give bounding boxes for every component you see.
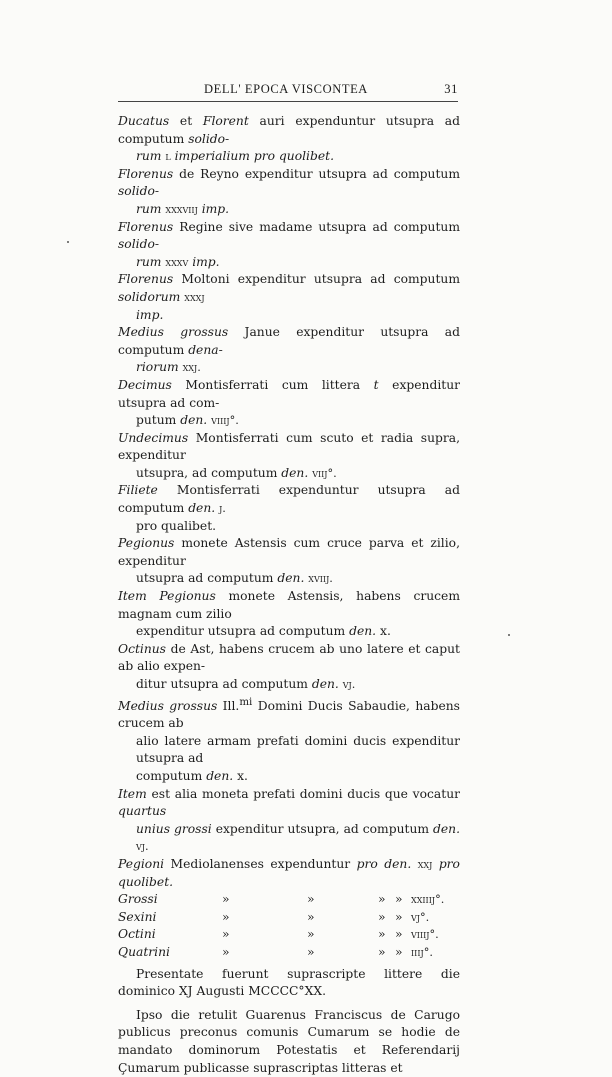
entry-continuation: expenditur utsupra ad computum den. x. bbox=[136, 624, 391, 639]
coin-value: vj°. bbox=[411, 910, 430, 924]
entry-line: Item Pegionus monete Astensis, habens crucem magnam cum zilio bbox=[118, 589, 460, 621]
entry-continuation: putum den. viiij°. bbox=[136, 413, 239, 428]
page-number: 31 bbox=[444, 82, 458, 96]
entry-continuation: ditur utsupra ad computum den. vj. bbox=[136, 677, 356, 691]
ditto-mark: » bbox=[395, 892, 403, 907]
ditto-mark: » bbox=[307, 927, 315, 942]
coin-table-row bbox=[118, 944, 460, 962]
entry-continuation: imp. bbox=[136, 307, 164, 322]
entry-continuation: unius grossi expenditur utsupra, ad computum den. vj. bbox=[136, 821, 460, 854]
page-body bbox=[118, 113, 460, 1077]
coin-name: Grossi bbox=[118, 892, 158, 907]
entry-line: Filiete Montisferrati expenduntur utsupra ad computum den. j. bbox=[118, 483, 460, 516]
ditto-mark: » bbox=[222, 892, 230, 907]
entry-line: Florenus Regine sive madame utsupra ad computum solido- bbox=[118, 219, 460, 252]
ditto-mark: » bbox=[307, 909, 315, 924]
coin-entry bbox=[118, 219, 460, 272]
coin-entry bbox=[118, 694, 460, 786]
ditto-mark: » bbox=[307, 892, 315, 907]
paper-speck bbox=[67, 241, 69, 243]
coin-value: xxiiij°. bbox=[411, 893, 445, 907]
coin-entry bbox=[118, 856, 460, 891]
entry-line: Florenus Moltoni expenditur utsupra ad computum solidorum xxxj bbox=[118, 272, 460, 304]
coin-name: Octini bbox=[118, 927, 156, 942]
entry-line: Pegioni Mediolanenses expenduntur pro den. xxj pro quolibet. bbox=[118, 857, 460, 889]
paragraph-publication: Ipso die retulit Guarenus Franciscus de Carugo publicus preconus comunis Cumarum se hodie de mandato dominorum Potestatis et Referendarij Çumarum publicasse suprascriptas litteras et bbox=[118, 1007, 460, 1075]
coin-table-row bbox=[118, 891, 460, 909]
coin-table bbox=[118, 891, 460, 961]
ditto-mark: » bbox=[378, 945, 386, 959]
ditto-mark: » bbox=[395, 909, 403, 924]
running-title: DELL' EPOCA VISCONTEA bbox=[204, 82, 368, 96]
ditto-mark: » bbox=[222, 945, 230, 959]
coin-entry bbox=[118, 482, 460, 535]
ditto-mark: » bbox=[395, 927, 403, 942]
coin-entry bbox=[118, 641, 460, 694]
entry-continuation: rum xxxv imp. bbox=[136, 254, 220, 269]
entry-continuation: rum xxxviij imp. bbox=[136, 201, 230, 216]
entry-line: Medius grossus Janue expenditur utsupra ad computum dena- bbox=[118, 325, 460, 357]
coin-table-row bbox=[118, 926, 460, 944]
header-rule bbox=[118, 101, 458, 102]
entry-line: Item est alia moneta prefati domini ducis que vocatur quartus bbox=[118, 786, 460, 819]
coin-entry bbox=[118, 324, 460, 377]
ditto-mark: » bbox=[378, 927, 386, 942]
coin-entry bbox=[118, 271, 460, 324]
entry-continuation: rum l imperialium pro quolibet. bbox=[136, 149, 334, 164]
coin-name: Sexini bbox=[118, 909, 157, 924]
entry-continuation: utsupra, ad computum den. viij°. bbox=[136, 465, 337, 480]
ditto-mark: » bbox=[378, 909, 386, 924]
coin-entry bbox=[118, 377, 460, 430]
coin-value: iiij°. bbox=[411, 946, 433, 959]
coin-value: viiij°. bbox=[411, 928, 439, 942]
entry-line: Decimus Montisferrati cum littera t expenditur utsupra ad com- bbox=[118, 377, 461, 410]
entry-continuation: riorum xxj. bbox=[136, 360, 201, 375]
entry-line: Pegionus monete Astensis cum cruce parva et zilio, expenditur bbox=[118, 536, 460, 568]
coin-entry bbox=[118, 430, 460, 483]
coin-name: Quatrini bbox=[118, 945, 170, 959]
ditto-mark: » bbox=[307, 945, 315, 959]
entry-continuation: alio latere armam prefati domini ducis expenditur utsupra ad bbox=[136, 733, 460, 766]
coin-entry bbox=[118, 588, 460, 641]
paper-speck bbox=[508, 634, 510, 636]
paragraph-presentation: Presentate fuerunt suprascripte littere die dominico XJ Augusti MCCCC°XX. bbox=[118, 966, 460, 999]
entry-line: Medius grossus Ill.$^{mi}$ Domini Ducis Sabaudie, habens crucem ab bbox=[118, 695, 460, 731]
entry-continuation: pro qualibet. bbox=[136, 518, 217, 533]
coin-table-row bbox=[118, 909, 460, 927]
entry-line: Octinus de Ast, habens crucem ab uno latere et caput ab alio expen- bbox=[118, 641, 460, 674]
entry-line: Ducatus et Florent auri expenduntur utsupra ad computum solido- bbox=[118, 114, 460, 146]
entry-continuation: utsupra ad computum den. xviij. bbox=[136, 571, 333, 586]
coin-entry bbox=[118, 113, 460, 166]
coin-entry bbox=[118, 166, 460, 219]
ditto-mark: » bbox=[395, 945, 403, 959]
coin-entries bbox=[118, 113, 460, 891]
entry-continuation: computum den. x. bbox=[136, 769, 248, 784]
ditto-mark: » bbox=[222, 927, 230, 942]
coin-entry bbox=[118, 786, 460, 856]
entry-line: Florenus de Reyno expenditur utsupra ad computum solido- bbox=[118, 166, 460, 199]
ditto-mark: » bbox=[222, 909, 230, 924]
coin-entry bbox=[118, 535, 460, 588]
ditto-mark: » bbox=[378, 892, 386, 907]
entry-line: Undecimus Montisferrati cum scuto et radia supra, expenditur bbox=[118, 430, 460, 463]
